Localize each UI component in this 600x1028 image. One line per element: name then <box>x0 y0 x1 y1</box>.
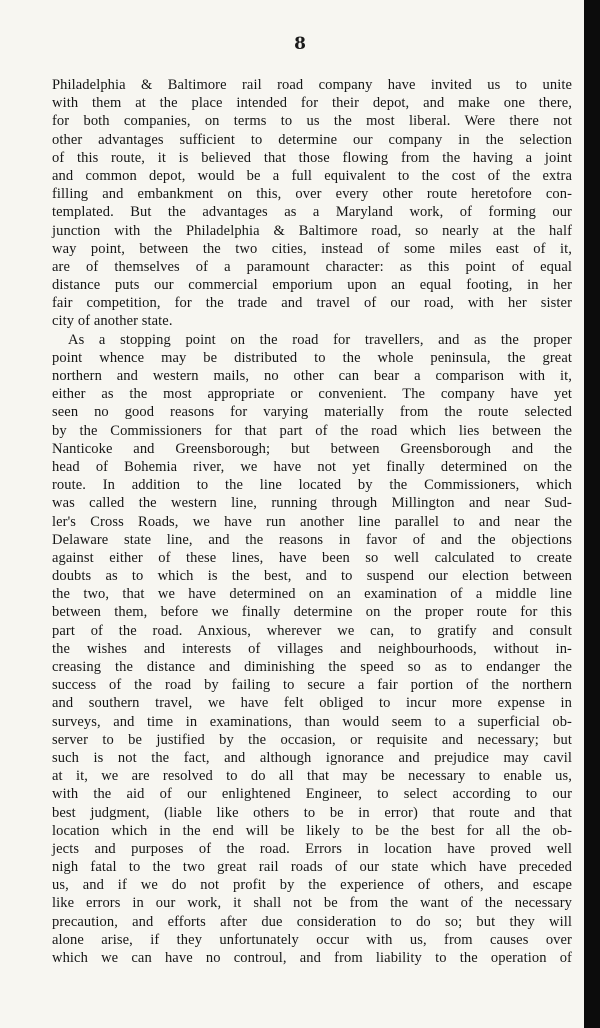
text-line: jects and purposes of the road. Errors in location have proved well <box>52 840 572 857</box>
text-line: server to be justified by the occasion, or requisite and necessary; but <box>52 731 572 748</box>
text-line: Nanticoke and Greensborough; but between Greensborough and the <box>52 440 572 457</box>
text-line: against either of these lines, have been so well calculated to create <box>52 549 572 566</box>
text-line: such is not the fact, and although ignorance and prejudice may cavil <box>52 749 572 766</box>
text-line: way point, between the two cities, instead of some miles east of it, <box>52 240 572 257</box>
text-line: location which in the end will be likely to be the best for all the ob- <box>52 822 572 839</box>
text-line: junction with the Philadelphia & Baltimore road, so nearly at the half <box>52 222 572 239</box>
text-line: at it, we are resolved to do all that may be necessary to enable us, <box>52 768 572 785</box>
text-line: like errors in our work, it shall not be from the want of the necessary <box>52 895 572 912</box>
text-line: best judgment, (liable like others to be in error) that route and that <box>52 804 572 821</box>
text-line: success of the road by failing to secure a fair portion of the northern <box>52 677 572 694</box>
text-line: us, and if we do not profit by the experience of others, and escape <box>52 877 572 894</box>
text-line: creasing the distance and diminishing the speed so as to endanger the <box>52 659 572 675</box>
text-line: As a stopping point on the road for travellers, and as the proper <box>68 331 572 348</box>
paragraph-2 <box>52 331 572 968</box>
text-line: route. In addition to the line located by the Commissioners, which <box>52 477 572 494</box>
page-number: 8 <box>294 34 306 54</box>
text-line: for both companies, on terms to us the most liberal. Were there not <box>52 113 572 130</box>
text-line: northern and western mails, no other can bear a comparison with it, <box>52 368 572 384</box>
text-line: Delaware state line, and the reasons in favor of and the objections <box>52 531 572 548</box>
text-line: between them, before we finally determine on the proper route for this <box>52 604 572 621</box>
text-line: by the Commissioners for that part of the road which lies between the <box>52 422 572 439</box>
text-line: city of another state. <box>52 313 173 330</box>
text-line: of this route, it is believed that those flowing from the having a joint <box>52 149 572 166</box>
text-line: distance puts our commercial emporium upon an equal footing, in her <box>52 277 572 294</box>
text-line: the wishes and interests of villages and neighbourhoods, without in- <box>52 640 572 657</box>
text-line: nigh fatal to the two great rail roads of our state which have preceded <box>52 859 572 876</box>
text-line: seen no good reasons for varying materially from the route selected <box>52 404 572 421</box>
text-line: the two, that we have determined on an examination of a middle line <box>52 586 572 603</box>
text-line: with the aid of our enlightened Engineer, to select according to our <box>52 786 572 803</box>
text-line: filling and embankment on this, over every other route heretofore con- <box>52 186 572 203</box>
scan-edge-border <box>584 0 600 1028</box>
text-line: part of the road. Anxious, wherever we can, to gratify and consult <box>52 622 572 639</box>
text-line: Philadelphia & Baltimore rail road company have invited us to unite <box>52 77 572 93</box>
text-line: ler's Cross Roads, we have run another line parallel to and near the <box>52 513 572 530</box>
body-text <box>52 76 572 967</box>
text-line: are of themselves of a paramount character: as this point of equal <box>52 258 572 275</box>
text-line: was called the western line, running through Millington and near Sud- <box>52 495 572 512</box>
text-line: fair competition, for the trade and travel of our road, with her sister <box>52 295 572 312</box>
paragraph-1 <box>52 76 572 331</box>
text-line: head of Bohemia river, we have not yet finally determined on the <box>52 458 572 475</box>
text-line: point whence may be distributed to the whole peninsula, the great <box>52 349 572 366</box>
text-line: doubts as to which is the best, and to suspend our election between <box>52 568 572 585</box>
text-line: other advantages sufficient to determine our company in the selection <box>52 131 572 148</box>
text-line: either as the most appropriate or convenient. The company have yet <box>52 386 572 403</box>
text-line: templated. But the advantages as a Maryland work, of forming our <box>52 204 572 221</box>
text-line: alone arise, if they unfortunately occur with us, from causes over <box>52 931 572 948</box>
text-line: precaution, and efforts after due consideration to do so; but they will <box>52 913 572 930</box>
text-line: and common depot, would be a full equivalent to the cost of the extra <box>52 167 572 184</box>
text-line: surveys, and time in examinations, than would seem to a superficial ob- <box>52 713 572 730</box>
text-line: and southern travel, we have felt obliged to incur more expense in <box>52 695 572 712</box>
text-line: with them at the place intended for their depot, and make one there, <box>52 95 572 112</box>
text-line: which we can have no controul, and from liability to the operation of <box>52 950 572 966</box>
